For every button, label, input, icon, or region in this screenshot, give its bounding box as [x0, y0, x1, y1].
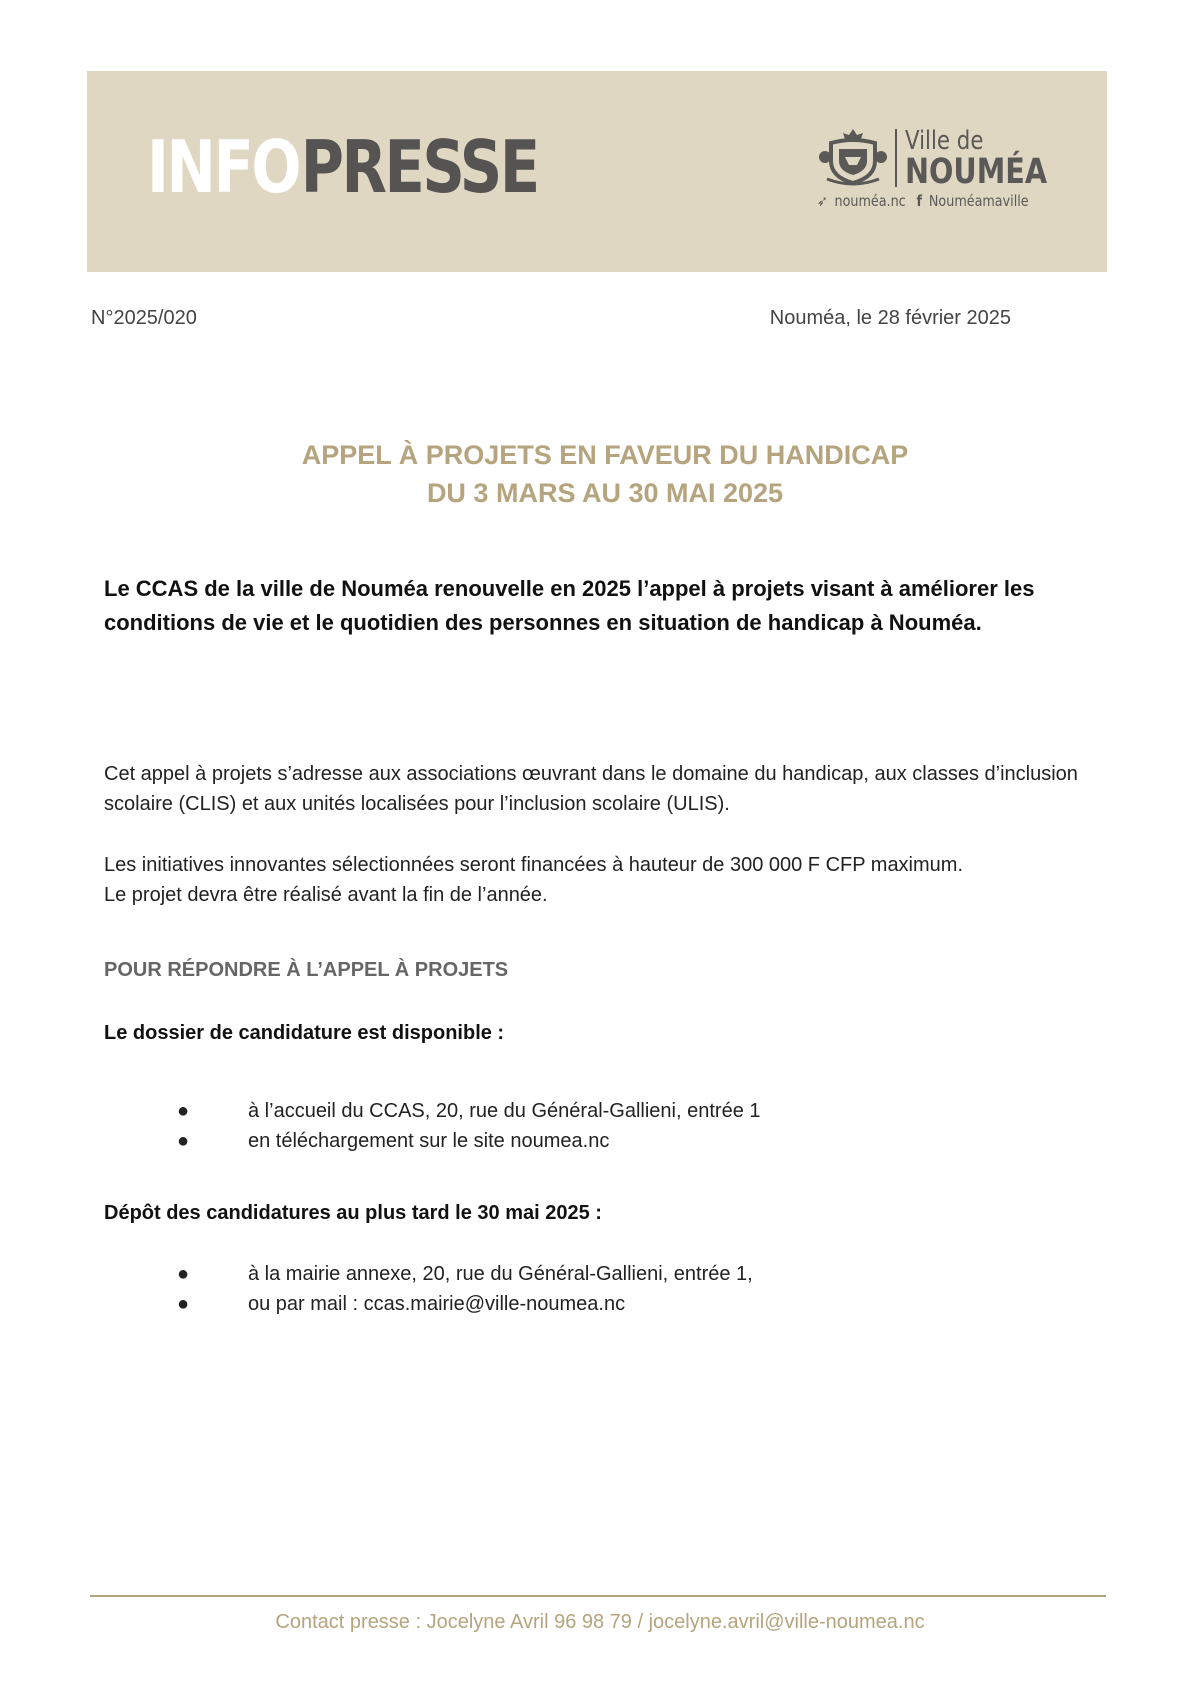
- lead-paragraph: Le CCAS de la ville de Nouméa renouvelle en 2025 l’appel à projets visant à améliorer les conditions de vie et le quotidien des personnes en situation de handicap à Nouméa.: [104, 576, 1035, 635]
- body-paragraph-2-line2: Le projet devra être réalisé avant la fin de l’année.: [104, 884, 548, 906]
- logo-links: [817, 192, 1035, 210]
- social-link[interactable]: Nouméamaville: [928, 192, 1029, 210]
- footer-divider: [90, 1595, 1106, 1597]
- logo-divider: [895, 129, 897, 187]
- bullet: ●: [177, 1100, 190, 1122]
- list-item-text: à la mairie annexe, 20, rue du Général-Gallieni, entrée 1,: [248, 1263, 753, 1285]
- list-item-text: ou par mail : ccas.mairie@ville-noumea.nc: [248, 1293, 626, 1315]
- coat-of-arms-icon: [817, 127, 889, 187]
- arrow-icon: ➶: [817, 192, 828, 210]
- brand-word-info: INFO: [147, 125, 300, 209]
- dossier-label: Le dossier de candidature est disponible :: [104, 1022, 505, 1044]
- press-release-number: N°2025/020: [91, 307, 197, 329]
- logo-noumea: NOUMÉA: [905, 152, 1048, 192]
- info-presse-wordmark: [147, 127, 538, 207]
- site-link[interactable]: nouméa.nc: [834, 192, 906, 210]
- page-title-line1: APPEL À PROJETS EN FAVEUR DU HANDICAP: [301, 440, 909, 470]
- press-contact: Contact presse : Jocelyne Avril 96 98 79 / jocelyne.avril@ville-noumea.nc: [275, 1611, 925, 1633]
- list-item: [0, 1289, 1000, 1319]
- depot-label: Dépôt des candidatures au plus tard le 30 mai 2025 :: [104, 1202, 602, 1224]
- logo-ville-de: Ville de: [905, 126, 984, 156]
- body-paragraph-1: Cet appel à projets s’adresse aux associations œuvrant dans le domaine du handicap, aux classes d’inclusion scolaire (CLIS) et aux unités localisées pour l’inclusion scolaire (ULIS).: [104, 763, 1078, 815]
- section-heading: POUR RÉPONDRE À L’APPEL À PROJETS: [104, 959, 509, 981]
- list-item: [0, 1096, 1000, 1126]
- list-item: [0, 1126, 1000, 1156]
- body-paragraph-2-line1: Les initiatives innovantes sélectionnées seront financées à hauteur de 300 000 F CFP maximum.: [104, 854, 964, 876]
- bullet: ●: [177, 1263, 190, 1285]
- bullet: ●: [177, 1130, 190, 1152]
- page-title-line2: DU 3 MARS AU 30 MAI 2025: [426, 478, 784, 508]
- release-date: Nouméa, le 28 février 2025: [769, 307, 1011, 329]
- brand-word-presse: PRESSE: [300, 125, 538, 209]
- header-banner: [87, 71, 1107, 272]
- list-item-text: en téléchargement sur le site noumea.nc: [248, 1130, 610, 1152]
- list-item: [0, 1259, 1000, 1289]
- facebook-icon: f: [916, 192, 923, 210]
- depot-list: [0, 1259, 1000, 1319]
- bullet: ●: [177, 1293, 190, 1315]
- list-item-text: à l’accueil du CCAS, 20, rue du Général-Gallieni, entrée 1: [248, 1100, 761, 1122]
- dossier-list: [0, 1096, 1000, 1156]
